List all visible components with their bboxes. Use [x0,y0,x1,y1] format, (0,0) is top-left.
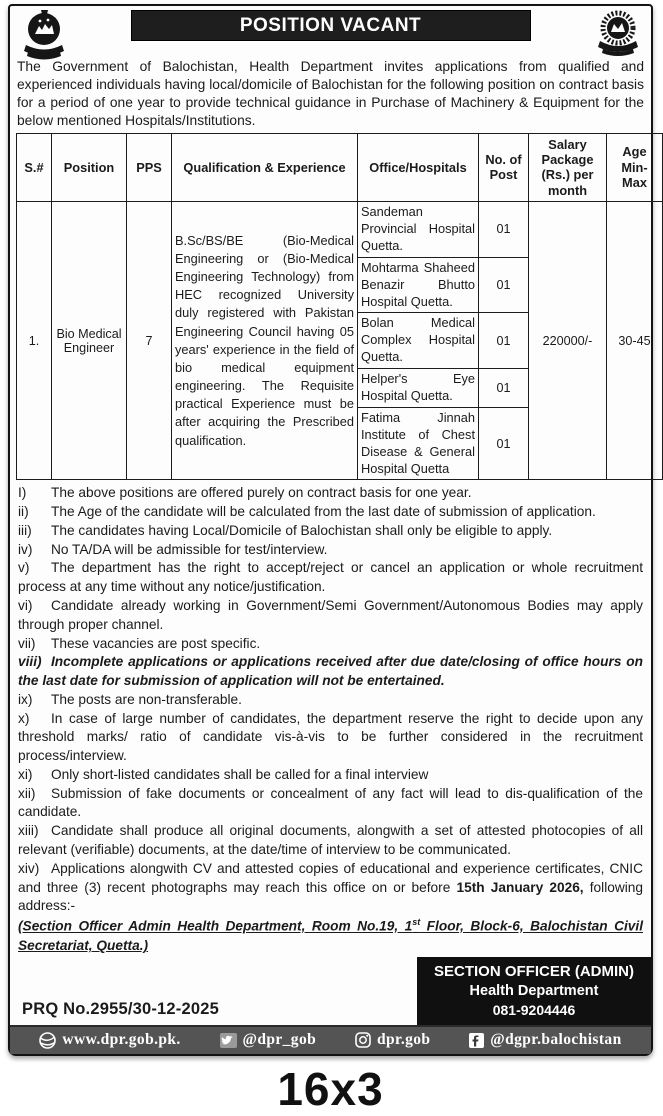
social-item-website [39,1031,180,1049]
note-item-vi: vi) Candidate already working in Government/Semi Government/Autonomous Bodies may apply through proper channel. [18,598,643,632]
conditions-list [18,484,643,956]
social-label-website: www.dpr.gob.pk. [62,1031,181,1049]
col-header-qualification: Qualification & Experience [172,133,358,201]
health-department-emblem-icon [593,9,643,64]
note-item-x: x) In case of large number of candidates, the department reserve the right to decide upon any threshold marks/ ratio of candidate vis-à-vis to be further considered in the recruitment process/interview. [18,710,643,764]
social-item-twitter [220,1031,317,1049]
globe-icon [39,1032,56,1049]
deadline-date: 15th January 2026, [456,879,584,895]
social-label-twitter: @dpr_gob [242,1031,317,1049]
cell-posts-5: 01 [479,407,529,480]
cell-position: Bio Medical Engineer [52,202,127,480]
col-header-position: Position [52,133,127,201]
social-item-facebook [469,1031,621,1049]
cell-hospital-3: Bolan Medical Complex Hospital Quetta. [358,313,479,369]
newspaper-ad-page [0,4,661,1115]
note-item-v: v) The department has the right to accept/reject or cancel an application or whole recruitment process at any time without any notice/justification. [18,560,643,595]
dpr-social-bar [10,1025,651,1054]
social-label-instagram: dpr.gob [376,1031,431,1049]
col-header-age: Age Min- Max [607,133,663,201]
intro-paragraph: The Government of Balochistan, Health Department invites applications from qualified and experienced individuals having local/domicile of Balochistan for the following position on contract basis for a period of one year to provide technical guidance in Purchase of Machinery & Equipment for the below mentioned Hospitals/Institutions. [17,59,644,128]
cell-sno: 1. [17,202,52,480]
prq-number: PRQ No.2955/30-12-2025 [22,999,220,1018]
signature-block [417,957,651,1025]
cell-posts-3: 01 [479,313,529,369]
note-item-xiv: xiv) Applications alongwith CV and attested copies of educational and experience certificates, CNIC and three (3) recent photographs may reach this office on or before 15th January 2026, following address:- [18,860,644,914]
submission-address: (Section Officer Admin Health Department, Room No.19, 1st Floor, Block-6, Balochistan Civil Secretariat, Quetta.) [18,917,644,954]
cell-posts-2: 01 [479,257,529,313]
col-header-sno: S.# [17,133,52,201]
position-vacant-title: POSITION VACANT [131,10,531,41]
instagram-icon [355,1032,371,1048]
note-item-i: I) The above positions are offered purely on contract basis for one year. [18,485,472,501]
table-row [17,202,663,258]
signature-title: SECTION OFFICER (ADMIN) [434,963,634,981]
cell-salary: 220000/- [529,202,607,480]
cell-hospital-5: Fatima Jinnah Institute of Chest Disease & General Hospital Quetta [358,407,479,480]
cell-hospital-1: Sandeman Provincial Hospital Quetta. [358,202,479,258]
facebook-icon [469,1033,484,1048]
advertisement-box [8,4,653,1056]
note-item-viii: viii) Incomplete applications or applications received after due date/closing of office hours on the last date for submission of application will not be entertained. [18,654,643,689]
col-header-posts: No. of Post [479,133,529,201]
signature-department: Health Department [469,982,599,999]
note-item-iv: iv) No TA/DA will be admissible for test/interview. [18,541,328,557]
cell-hospital-2: Mohtarma Shaheed Benazir Bhutto Hospital Quetta. [358,257,479,313]
col-header-office: Office/Hospitals [358,133,479,201]
signature-phone: 081-9204446 [492,1001,576,1018]
table-header-row [17,133,663,201]
cell-pps: 7 [127,202,172,480]
positions-table [16,133,663,481]
bottom-row [10,957,651,1025]
ad-header [10,6,651,56]
note-item-xii: xii) Submission of fake documents or concealment of any fact will lead to dis-qualification of the candidate. [18,785,643,820]
note-item-vii: vii) These vacancies are post specific. [18,635,261,651]
cell-posts-1: 01 [479,202,529,258]
cell-age: 30-45 [607,202,663,480]
note-item-iii: iii) The candidates having Local/Domicile of Balochistan shall only be eligible to apply. [18,522,553,538]
note-item-xi: xi) Only short-listed candidates shall be called for a final interview [18,766,429,782]
col-header-salary: Salary Package (Rs.) per month [529,133,607,201]
twitter-icon [220,1033,237,1048]
note-item-ii: ii) The Age of the candidate will be calculated from the last date of submission of application. [18,504,596,520]
note-item-xiii: xiii) Candidate shall produce all original documents, alongwith a set of attested photocopies of all relevant (verifiable) documents, at the date/time of interview to be communicated. [18,823,643,857]
balochistan-government-emblem-icon [20,9,68,64]
cell-hospital-4: Helper's Eye Hospital Quetta. [358,369,479,408]
cell-posts-4: 01 [479,369,529,408]
note-item-ix: ix) The posts are non-transferable. [18,691,242,707]
ad-size-tag: 16x3 [277,1062,384,1115]
cell-qualification: B.Sc/BS/BE (Bio-Medical Engineering or (Bio-Medical Engineering Technology) from HEC recognized University duly registered with Pakistan Engineering Council having 05 years' experience in the field of bio medical equipment engineering. The Requisite practical Experience must be after acquiring the Prescribed qualification. [172,202,358,480]
social-label-facebook: @dgpr.balochistan [490,1031,622,1049]
col-header-pps: PPS [127,133,172,201]
social-item-instagram [355,1031,431,1049]
